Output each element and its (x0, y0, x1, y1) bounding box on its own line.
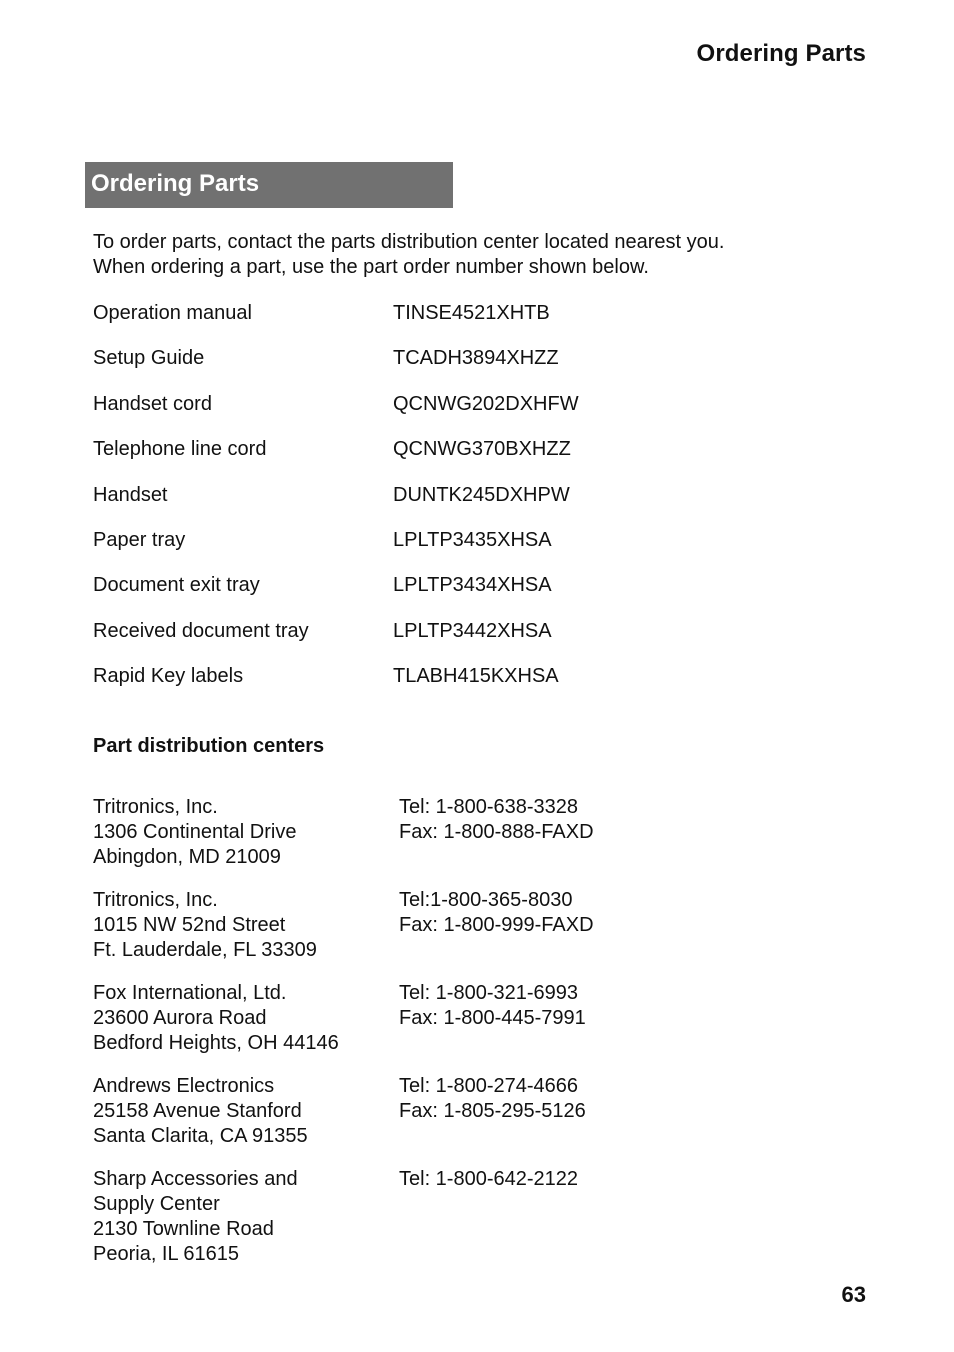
part-name: Setup Guide (93, 347, 205, 370)
address-line: Sharp Accessories and (93, 1168, 298, 1190)
part-number: QCNWG370BXHZZ (393, 438, 571, 461)
part-name: Handset (93, 483, 168, 506)
center-contact (399, 1074, 586, 1124)
contact-tel: Tel: 1-800-642-2122 (399, 1168, 579, 1190)
address-line: Ft. Lauderdale, FL 33309 (93, 939, 317, 961)
address-line: Supply Center (93, 1193, 220, 1215)
part-number: TCADH3894XHZZ (393, 347, 559, 370)
contact-tel: Tel:1-800-365-8030 (399, 889, 573, 911)
address-line: Bedford Heights, OH 44146 (93, 1032, 339, 1054)
address-line: Andrews Electronics (93, 1075, 275, 1097)
contact-tel: Tel: 1-800-638-3328 (399, 796, 579, 818)
running-header-title: Ordering Parts (696, 40, 866, 67)
contact-fax: Fax: 1-800-888-FAXD (399, 821, 594, 843)
part-name: Handset cord (93, 392, 212, 415)
center-contact (399, 1167, 578, 1192)
part-row (93, 436, 793, 481)
part-row (93, 618, 793, 663)
distribution-center (93, 795, 793, 870)
center-address (93, 1074, 393, 1149)
centers-heading: Part distribution centers (93, 735, 325, 757)
center-address (93, 1167, 393, 1267)
part-row (93, 663, 793, 708)
distribution-center (93, 1167, 793, 1267)
part-name: Document exit tray (93, 574, 260, 597)
address-line: Abingdon, MD 21009 (93, 846, 281, 868)
part-number: TLABH415KXHSA (393, 665, 559, 688)
center-address (93, 981, 393, 1056)
distribution-center (93, 1074, 793, 1149)
center-address (93, 888, 393, 963)
part-number: QCNWG202DXHFW (393, 392, 579, 415)
distribution-centers-list (93, 795, 793, 1285)
part-row (93, 527, 793, 572)
part-row (93, 572, 793, 617)
part-row (93, 391, 793, 436)
part-number: LPLTP3442XHSA (393, 619, 552, 642)
part-number: LPLTP3435XHSA (393, 528, 552, 551)
address-line: 23600 Aurora Road (93, 1007, 267, 1029)
address-line: Santa Clarita, CA 91355 (93, 1125, 308, 1147)
address-line: Tritronics, Inc. (93, 796, 218, 818)
part-number: TINSE4521XHTB (393, 302, 550, 324)
part-name: Telephone line cord (93, 438, 267, 461)
center-contact (399, 795, 594, 845)
center-contact (399, 981, 586, 1031)
distribution-center (93, 981, 793, 1056)
section-title-bar (85, 162, 453, 208)
address-line: Fox International, Ltd. (93, 982, 287, 1004)
part-name: Operation manual (93, 302, 252, 324)
contact-fax: Fax: 1-805-295-5126 (399, 1100, 586, 1122)
part-number: LPLTP3434XHSA (393, 574, 552, 597)
parts-list (93, 300, 793, 709)
page-number: 63 (841, 1282, 866, 1307)
part-name: Received document tray (93, 619, 309, 642)
part-name: Paper tray (93, 528, 186, 551)
contact-fax: Fax: 1-800-999-FAXD (399, 914, 594, 936)
part-row (93, 345, 793, 390)
center-address (93, 795, 393, 870)
contact-tel: Tel: 1-800-274-4666 (399, 1075, 579, 1097)
address-line: 1306 Continental Drive (93, 821, 297, 843)
contact-tel: Tel: 1-800-321-6993 (399, 982, 579, 1004)
part-number: DUNTK245DXHPW (393, 483, 570, 506)
contact-fax: Fax: 1-800-445-7991 (399, 1007, 586, 1029)
intro-line: When ordering a part, use the part order number shown below. (93, 256, 649, 278)
section-title: Ordering Parts (91, 170, 260, 197)
address-line: Tritronics, Inc. (93, 889, 218, 911)
part-name: Rapid Key labels (93, 665, 244, 688)
intro-line: To order parts, contact the parts distribution center located nearest you. (93, 231, 725, 253)
distribution-center (93, 888, 793, 963)
address-line: 2130 Townline Road (93, 1218, 274, 1240)
intro-text (93, 230, 853, 280)
address-line: 1015 NW 52nd Street (93, 914, 286, 936)
address-line: 25158 Avenue Stanford (93, 1100, 302, 1122)
part-row (93, 482, 793, 527)
part-row (93, 300, 793, 345)
center-contact (399, 888, 594, 938)
address-line: Peoria, IL 61615 (93, 1243, 240, 1265)
